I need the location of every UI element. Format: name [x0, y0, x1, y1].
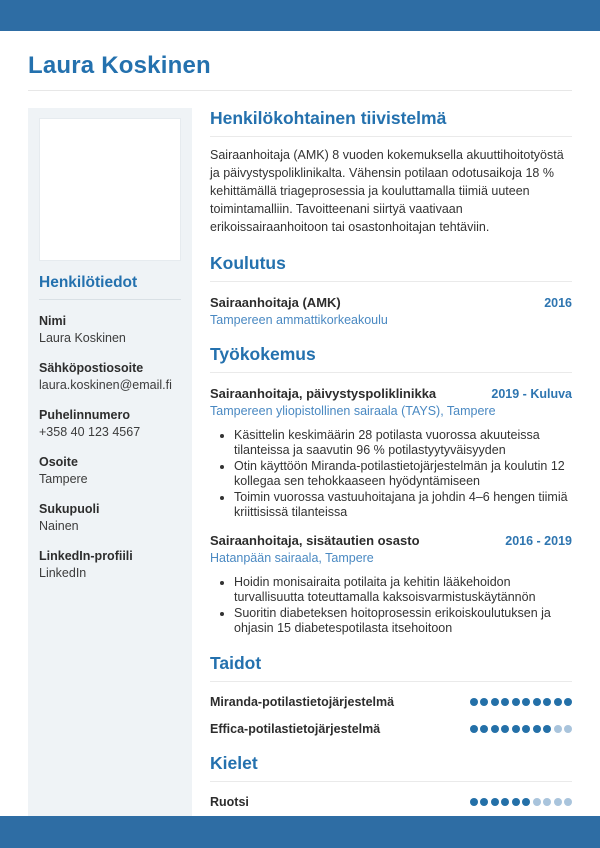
dot-filled: [522, 725, 530, 733]
skills-title: Taidot: [210, 653, 262, 673]
dot-empty: [564, 798, 572, 806]
job-org: Tampereen yliopistollinen sairaala (TAYS), Tampere: [210, 404, 496, 418]
language-row: [210, 795, 572, 809]
dot-filled: [512, 698, 520, 706]
profile-photo-placeholder: [39, 118, 181, 261]
skill-level-dots: [470, 725, 573, 733]
field-label: Sukupuoli: [39, 502, 100, 516]
section-divider: [210, 372, 572, 373]
degree-title: Sairaanhoitaja (AMK): [210, 295, 341, 310]
section-divider: [210, 281, 572, 282]
experience-entry: [210, 386, 572, 520]
job-org: Hatanpään sairaala, Tampere: [210, 551, 374, 565]
field-label: Puhelinnumero: [39, 408, 130, 422]
degree-date: 2016: [544, 296, 572, 310]
dot-filled: [543, 725, 551, 733]
dot-filled: [491, 698, 499, 706]
dot-filled: [533, 698, 541, 706]
section-divider: [210, 681, 572, 682]
language-level-dots: [470, 798, 573, 806]
section-divider: [210, 781, 572, 782]
linkedin-link[interactable]: LinkedIn: [39, 566, 87, 580]
sidebar-title: Henkilötiedot: [39, 274, 138, 291]
entry-head: [210, 533, 572, 548]
field-name: [39, 313, 181, 346]
summary-title: Henkilökohtainen tiivistelmä: [210, 108, 447, 128]
skill-level-dots: [470, 698, 573, 706]
header-divider: [28, 90, 572, 91]
field-value: +358 40 123 4567: [39, 425, 141, 439]
dot-empty: [533, 798, 541, 806]
experience-title: Työkokemus: [210, 344, 316, 364]
skill-row: [210, 722, 572, 736]
top-accent-bar: [0, 0, 600, 31]
section-skills: [210, 653, 572, 736]
field-label: Nimi: [39, 314, 67, 328]
dot-filled: [480, 725, 488, 733]
entry-head: [210, 295, 572, 310]
field-address: [39, 454, 181, 487]
job-bullets: [210, 428, 572, 520]
dot-filled: [543, 698, 551, 706]
dot-filled: [501, 798, 509, 806]
sidebar-divider: [39, 299, 181, 300]
dot-filled: [480, 798, 488, 806]
job-bullet: • Toimin vuorossa vastuuhoitajana ja johdin 4–6 hengen tiimiä kriittisissä tilanteissa: [234, 490, 572, 520]
field-email: [39, 360, 181, 393]
dot-filled: [491, 725, 499, 733]
field-value: Nainen: [39, 519, 79, 533]
section-experience: [210, 344, 572, 636]
dot-filled: [491, 798, 499, 806]
education-title: Koulutus: [210, 253, 286, 273]
field-value: laura.koskinen@email.fi: [39, 378, 172, 392]
skill-name: Effica-potilastietojärjestelmä: [210, 722, 381, 736]
job-bullets: [210, 575, 572, 636]
job-date: 2016 - 2019: [505, 534, 572, 548]
job-bullet: • Hoidin monisairaita potilaita ja kehitin lääkehoidon turvallisuutta toteuttamalla kaksoisvarmistuskäytännön: [234, 575, 572, 605]
dot-empty: [543, 798, 551, 806]
job-date: 2019 - Kuluva: [491, 387, 572, 401]
section-education: [210, 253, 572, 327]
dot-empty: [564, 725, 572, 733]
content-columns: [28, 108, 572, 836]
job-bullet: • Suoritin diabeteksen hoitoprosessin erikoiskoulutuksen ja ohjasin 15 diabetespotilasta itsehoitoon: [234, 606, 572, 636]
skill-name: Miranda-potilastietojärjestelmä: [210, 695, 395, 709]
job-title: Sairaanhoitaja, päivystyspoliklinikka: [210, 386, 437, 401]
languages-title: Kielet: [210, 753, 258, 773]
field-phone: [39, 407, 181, 440]
person-name: Laura Koskinen: [28, 52, 211, 79]
sidebar: [28, 108, 192, 836]
job-bullet: • Otin käyttöön Miranda-potilastietojärjestelmän ja koulutin 12 kollegaa sen tehokkaaseen hyödyntämiseen: [234, 459, 572, 489]
dot-filled: [470, 798, 478, 806]
dot-filled: [470, 698, 478, 706]
main-column: [192, 108, 572, 836]
field-label: LinkedIn-profiili: [39, 549, 133, 563]
section-summary: [210, 108, 572, 236]
field-label: Sähköpostiosoite: [39, 361, 144, 375]
experience-entry: [210, 533, 572, 636]
job-bullet: • Käsittelin keskimäärin 28 potilasta vuorossa akuuteissa tilanteissa ja saavutin 96 % potilastyytyväisyyden: [234, 428, 572, 458]
dot-filled: [480, 698, 488, 706]
skill-row: [210, 695, 572, 709]
entry-head: [210, 386, 572, 401]
section-divider: [210, 136, 572, 137]
dot-empty: [554, 725, 562, 733]
field-value: Laura Koskinen: [39, 331, 126, 345]
dot-filled: [512, 798, 520, 806]
dot-filled: [554, 698, 562, 706]
education-entry: [210, 295, 572, 327]
dot-filled: [512, 725, 520, 733]
dot-filled: [470, 725, 478, 733]
field-value: Tampere: [39, 472, 88, 486]
dot-filled: [501, 725, 509, 733]
school-name: Tampereen ammattikorkeakoulu: [210, 313, 388, 327]
language-name: Ruotsi: [210, 795, 249, 809]
job-title: Sairaanhoitaja, sisätautien osasto: [210, 533, 420, 548]
field-gender: [39, 501, 181, 534]
dot-filled: [501, 698, 509, 706]
field-label: Osoite: [39, 455, 78, 469]
dot-filled: [522, 698, 530, 706]
bottom-accent-bar: [0, 816, 600, 848]
dot-filled: [533, 725, 541, 733]
dot-filled: [564, 698, 572, 706]
summary-text: Sairaanhoitaja (AMK) 8 vuoden kokemuksella akuuttihoitotyöstä ja päivystyspoliklinikalta. Vähensin potilaan odotusaikoja 18 % kehittämällä triageprosessia ja kouluttamalla tiimiä uuteen toimintamalliin. Tavoitteenani siirtyä vaativaan erikoissairaanhoitoon tai osastonhoitajan tehtäviin.: [210, 148, 564, 234]
dot-empty: [554, 798, 562, 806]
dot-filled: [522, 798, 530, 806]
field-linkedin: [39, 548, 181, 581]
